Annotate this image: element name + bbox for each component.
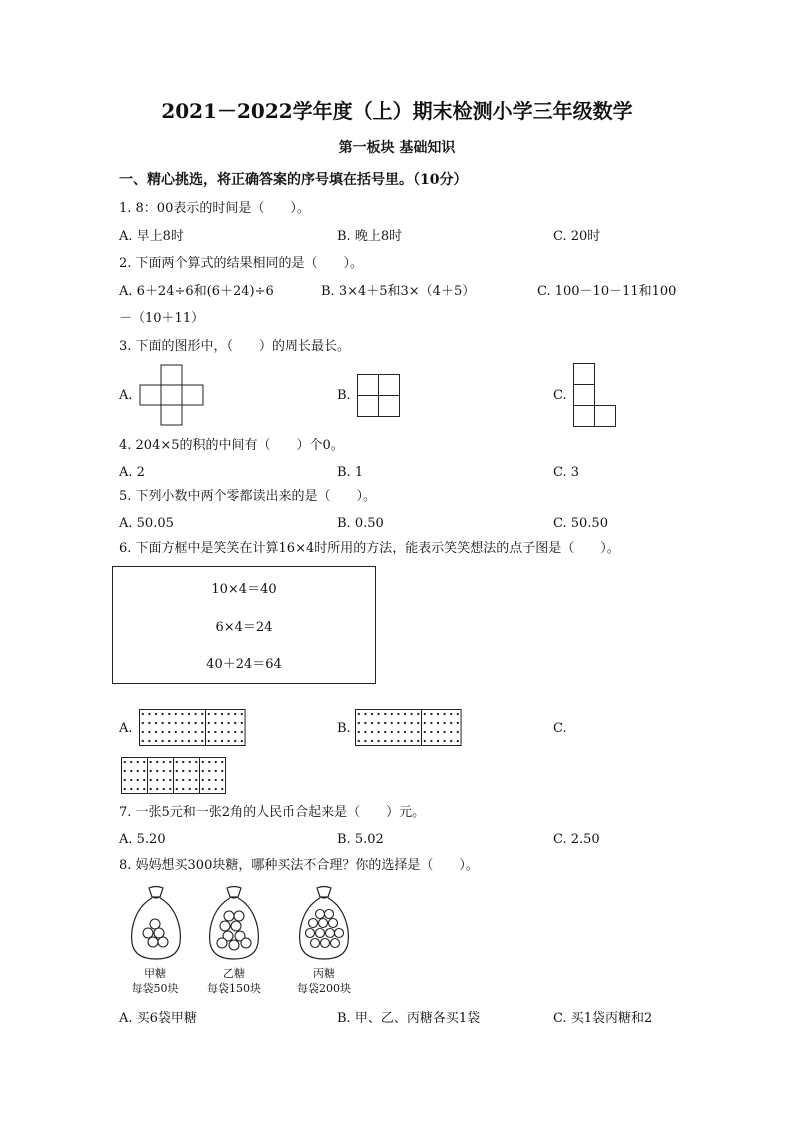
dot [208,740,210,742]
dot [148,740,150,742]
dot [234,713,236,715]
dot [214,731,216,733]
l-shape-figure [573,363,619,429]
dot [176,761,178,763]
dot [182,770,184,772]
section-heading: 一、精心挑选，将正确答案的序号填在括号里。（10分） [119,172,468,188]
dot [221,722,223,724]
dot [384,731,386,733]
dot [424,713,426,715]
page-title: 2021－2022学年度（上）期末检测小学三年级数学 [161,99,633,123]
candy-bag-bing-icon [296,885,352,961]
dot [208,770,210,772]
dot [155,731,157,733]
question-5-option-a[interactable]: A. 50.05 [119,516,174,531]
question-2-option-c[interactable]: C. 100－10－11和100 [537,284,677,299]
dot [175,731,177,733]
dot [221,788,223,790]
dot [371,740,373,742]
dot [391,722,393,724]
dot [410,713,412,715]
bag-jia-name: 甲糖 [144,967,166,980]
question-8-option-a[interactable]: A. 买6袋甲糖 [119,1011,197,1026]
dot [202,788,204,790]
dot [137,788,139,790]
dot [175,722,177,724]
dot [404,713,406,715]
question-2-stem: 2. 下面两个算式的结果相同的是（ ）。 [119,256,364,271]
dot [214,722,216,724]
dot [227,731,229,733]
dot [189,761,191,763]
question-6-option-a[interactable]: A. [119,721,133,736]
question-4-option-a[interactable]: A. 2 [119,465,145,480]
dot [161,740,163,742]
dot [181,713,183,715]
dot [161,713,163,715]
dot [384,722,386,724]
bag-bing-count: 每袋200块 [297,982,351,995]
dot [124,779,126,781]
dot [208,788,210,790]
dot [156,761,158,763]
method-line-2: 6×4＝24 [215,620,273,635]
bag-yi-name: 乙糖 [223,967,245,980]
square-grid-figure [357,374,401,418]
question-6-option-b[interactable]: B. [337,721,351,736]
candy-bag-jia-icon [128,885,184,961]
method-line-1: 10×4＝40 [211,582,277,597]
dot [397,722,399,724]
dot [124,770,126,772]
dot [234,740,236,742]
dot [377,740,379,742]
section-subtitle: 第一板块 基础知识 [338,140,456,156]
dot [234,731,236,733]
dot [148,722,150,724]
dot [215,770,217,772]
dot [384,740,386,742]
dot [227,722,229,724]
question-3-option-b[interactable]: B. [337,388,351,403]
dot [424,722,426,724]
dot-array-b [355,709,463,747]
dot [430,731,432,733]
dot [410,722,412,724]
question-1-option-c[interactable]: C. 20时 [553,229,601,244]
dot [417,740,419,742]
dot [391,740,393,742]
dot [221,761,223,763]
dot [182,788,184,790]
dot [227,740,229,742]
question-7-stem: 7. 一张5元和一张2角的人民币合起来是（ ）元。 [119,805,426,820]
dot [208,722,210,724]
dot [148,731,150,733]
question-8-option-b[interactable]: B. 甲、乙、丙糖各买1袋 [337,1011,481,1026]
dot [430,722,432,724]
dot [410,740,412,742]
dot [176,779,178,781]
dot [202,770,204,772]
dot [443,713,445,715]
dot [417,713,419,715]
dot [202,761,204,763]
question-6-stem: 6. 下面方框中是笑笑在计算16×4时所用的方法，能表示笑笑想法的点子图是（ ）。 [119,541,620,556]
dot [397,731,399,733]
dot [241,731,243,733]
dot [437,713,439,715]
dot [364,731,366,733]
dot [450,713,452,715]
dot [221,740,223,742]
dot [208,731,210,733]
dot [358,722,360,724]
dot [188,740,190,742]
dot [124,761,126,763]
question-5-stem: 5. 下列小数中两个零都读出来的是（ ）。 [119,489,377,504]
dot [450,731,452,733]
dot [424,740,426,742]
dot [364,722,366,724]
dot [410,731,412,733]
dot [181,722,183,724]
dot [155,722,157,724]
dot [424,731,426,733]
dot [188,731,190,733]
question-6-option-c[interactable]: C. [553,721,567,736]
dot [188,713,190,715]
dot [443,740,445,742]
dot [161,731,163,733]
dot [371,713,373,715]
dot [150,761,152,763]
dot [397,740,399,742]
question-8-option-c[interactable]: C. 买1袋丙糖和2 [553,1011,653,1026]
dot [221,731,223,733]
dot [391,731,393,733]
dot [221,770,223,772]
dot [182,779,184,781]
dot [208,779,210,781]
dot [195,779,197,781]
dot [417,731,419,733]
dot [214,713,216,715]
dot [227,713,229,715]
question-3-option-a[interactable]: A. [119,388,133,403]
dot [215,779,217,781]
dot [371,731,373,733]
dot [168,713,170,715]
dot [163,770,165,772]
dot [175,713,177,715]
dot [143,770,145,772]
dot [457,722,459,724]
dot [195,770,197,772]
dot [450,740,452,742]
dot [168,740,170,742]
dot [358,740,360,742]
dot [430,740,432,742]
dot [443,722,445,724]
dot [371,722,373,724]
dot [150,770,152,772]
dot [163,788,165,790]
dot [143,761,145,763]
dot [202,779,204,781]
dot [214,740,216,742]
dot [201,722,203,724]
dot [169,788,171,790]
dot [234,722,236,724]
dot [156,779,158,781]
dot [143,779,145,781]
dot [437,731,439,733]
dot [181,740,183,742]
dot [181,731,183,733]
dot [175,740,177,742]
dot [221,713,223,715]
question-7-option-c[interactable]: C. 2.50 [553,832,600,847]
dot [156,770,158,772]
dot [194,713,196,715]
dot [168,722,170,724]
dot [156,788,158,790]
dot [208,713,210,715]
dot-array-a [139,709,249,747]
dot [189,788,191,790]
dot [194,722,196,724]
dot [189,770,191,772]
dot [169,770,171,772]
dot [208,761,210,763]
dot [215,788,217,790]
dot [130,770,132,772]
dot [143,788,145,790]
dot [189,779,191,781]
dot [404,722,406,724]
dot [358,731,360,733]
dot [137,761,139,763]
cross-shape-figure [140,364,206,428]
question-7-option-a[interactable]: A. 5.20 [119,832,166,847]
dot [457,740,459,742]
dot [404,740,406,742]
question-5-option-b[interactable]: B. 0.50 [337,516,384,531]
bag-yi-count: 每袋150块 [207,982,261,995]
dot [182,761,184,763]
dot [241,722,243,724]
dot [437,740,439,742]
dot [130,761,132,763]
dot [201,713,203,715]
dot [169,779,171,781]
dot [169,761,171,763]
question-4-option-b[interactable]: B. 1 [337,465,364,480]
dot [137,779,139,781]
question-2-option-c-continuation: －（10＋11） [119,311,205,326]
dot [397,713,399,715]
dot [176,788,178,790]
dot [437,722,439,724]
method-box [112,566,376,684]
question-7-option-b[interactable]: B. 5.02 [337,832,384,847]
dot [430,713,432,715]
dot [142,713,144,715]
dot [142,740,144,742]
dot [194,731,196,733]
dot [130,779,132,781]
dot [443,731,445,733]
dot [150,788,152,790]
question-3-option-c[interactable]: C. [553,388,567,403]
dot [155,713,157,715]
dot [377,713,379,715]
dot [163,761,165,763]
question-1-stem: 1. 8：00表示的时间是（ ）。 [119,201,310,216]
bag-bing-name: 丙糖 [313,967,335,980]
dot [163,779,165,781]
question-1-option-a[interactable]: A. 早上8时 [119,229,184,244]
dot [155,740,157,742]
dot-array-c [121,757,229,795]
question-5-option-c[interactable]: C. 50.50 [553,516,608,531]
dot [201,731,203,733]
dot [377,722,379,724]
dot [364,740,366,742]
dot [194,740,196,742]
dot [176,770,178,772]
candy-bag-yi-icon [206,885,262,961]
dot [384,713,386,715]
dot [148,713,150,715]
dot [195,788,197,790]
dot [391,713,393,715]
dot [241,740,243,742]
question-2-option-a[interactable]: A. 6＋24÷6和(6＋24)÷6 [119,284,274,299]
dot [377,731,379,733]
question-4-option-c[interactable]: C. 3 [553,465,580,480]
dot [161,722,163,724]
dot [457,731,459,733]
dot [201,740,203,742]
bag-jia-count: 每袋50块 [131,982,179,995]
dot [168,731,170,733]
dot [142,731,144,733]
dot [150,779,152,781]
dot [195,761,197,763]
dot [358,713,360,715]
dot [241,713,243,715]
dot [417,722,419,724]
dot [215,761,217,763]
dot [364,713,366,715]
dot [124,788,126,790]
question-4-stem: 4. 204×5的积的中间有（ ）个0。 [119,438,344,453]
dot [142,722,144,724]
dot [404,731,406,733]
dot [457,713,459,715]
question-3-stem: 3. 下面的图形中，（ ）的周长最长。 [119,339,351,354]
dot [137,770,139,772]
method-line-3: 40＋24＝64 [206,657,282,672]
dot [188,722,190,724]
question-2-option-b[interactable]: B. 3×4＋5和3×（4＋5） [321,284,476,299]
dot [130,788,132,790]
dot [221,779,223,781]
question-1-option-b[interactable]: B. 晚上8时 [337,229,403,244]
question-8-stem: 8. 妈妈想买300块糖，哪种买法不合理？你的选择是（ ）。 [119,858,479,873]
dot [450,722,452,724]
